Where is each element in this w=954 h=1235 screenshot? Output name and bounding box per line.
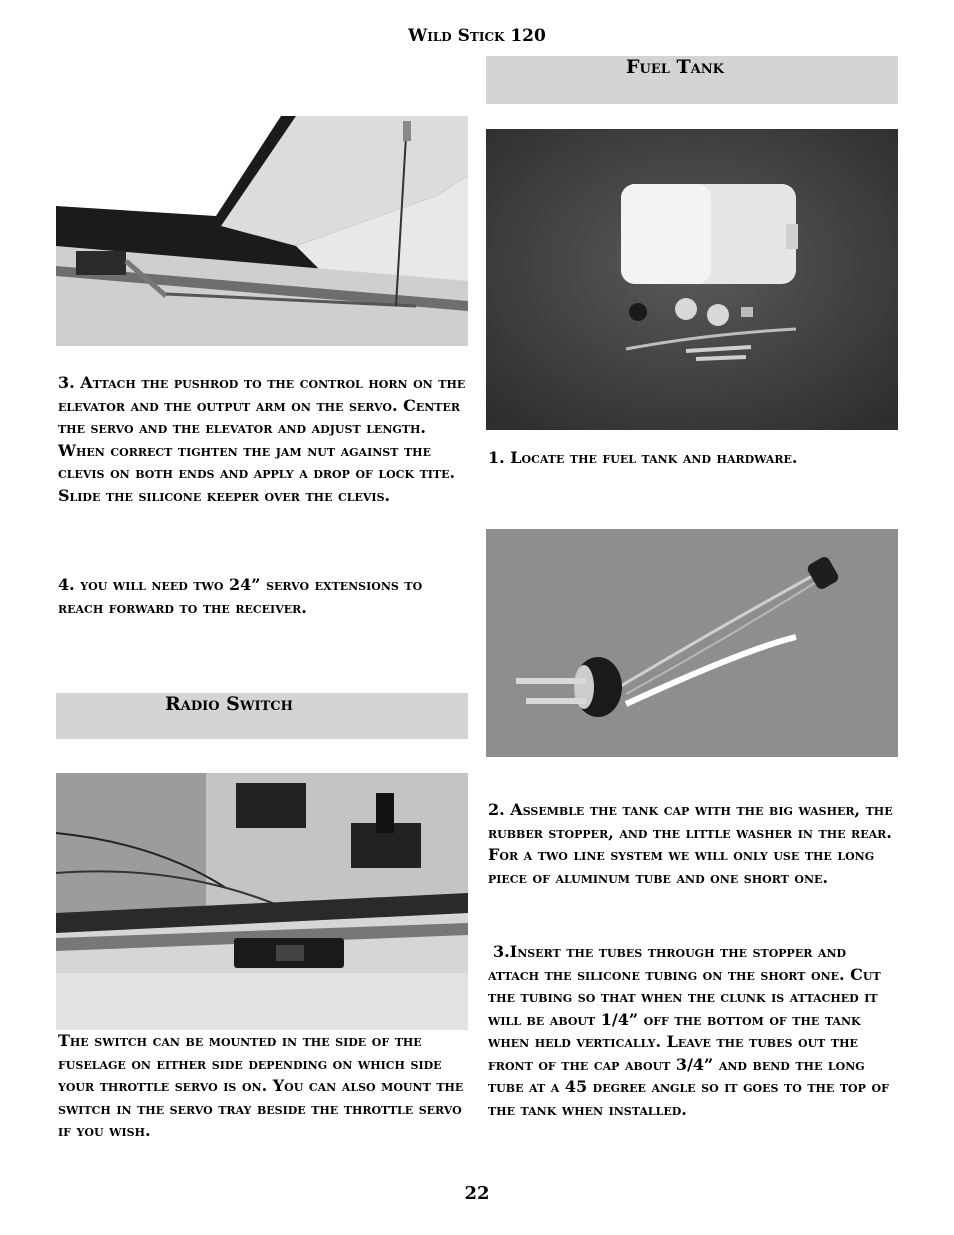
fuel-tank-banner: [486, 56, 898, 104]
step-4-extensions-text: 4. you will need two 24” servo extensions to reach forward to the receiver.: [58, 575, 423, 617]
radio-switch-heading: Radio Switch: [165, 693, 293, 715]
radio-switch-banner: [56, 693, 468, 739]
step-2-assemble-text: 2. Assemble the tank cap with the big washer, the rubber stopper, and the little washer in the rear. For a two line system we will only use the long piece of aluminum tube and one short one.: [488, 800, 893, 887]
page-number: 22: [464, 1183, 490, 1204]
step-1-locate-text: 1. Locate the fuel tank and hardware.: [488, 448, 798, 467]
step-3-insert-tubes-text: 3.Insert the tubes through the stopper and attach the silicone tubing on the short one. Cut the tubing so that when the clunk is attached it will be about 1/4” off the bottom of the tank when held vertically. Leave the tubes out the front of the cap about 3/4” and bend the long tube at a 45 degree angle so it goes to the top of the tank when installed.: [488, 942, 889, 1119]
step-3-elevator-text: 3. Attach the pushrod to the control horn on the elevator and the output arm on the servo. Center the servo and the elevator and adjust length. When correct tighten the jam nut against the clevis on both ends and apply a drop of lock tite. Slide the silicone keeper over the clevis.: [58, 373, 466, 505]
tank-cap-photo: [486, 529, 898, 757]
elevator-pushrod-photo: [56, 116, 468, 346]
fuel-tank-photo: [486, 129, 898, 430]
radio-switch-photo: [56, 773, 468, 1030]
page-header-title: Wild Stick 120: [408, 26, 546, 46]
fuel-tank-heading: Fuel Tank: [626, 56, 724, 78]
switch-mount-text: The switch can be mounted in the side of the fuselage on either side depending on which side your throttle servo is on. You can also mount the switch in the servo tray beside the throttle servo if you wish.: [58, 1031, 464, 1140]
